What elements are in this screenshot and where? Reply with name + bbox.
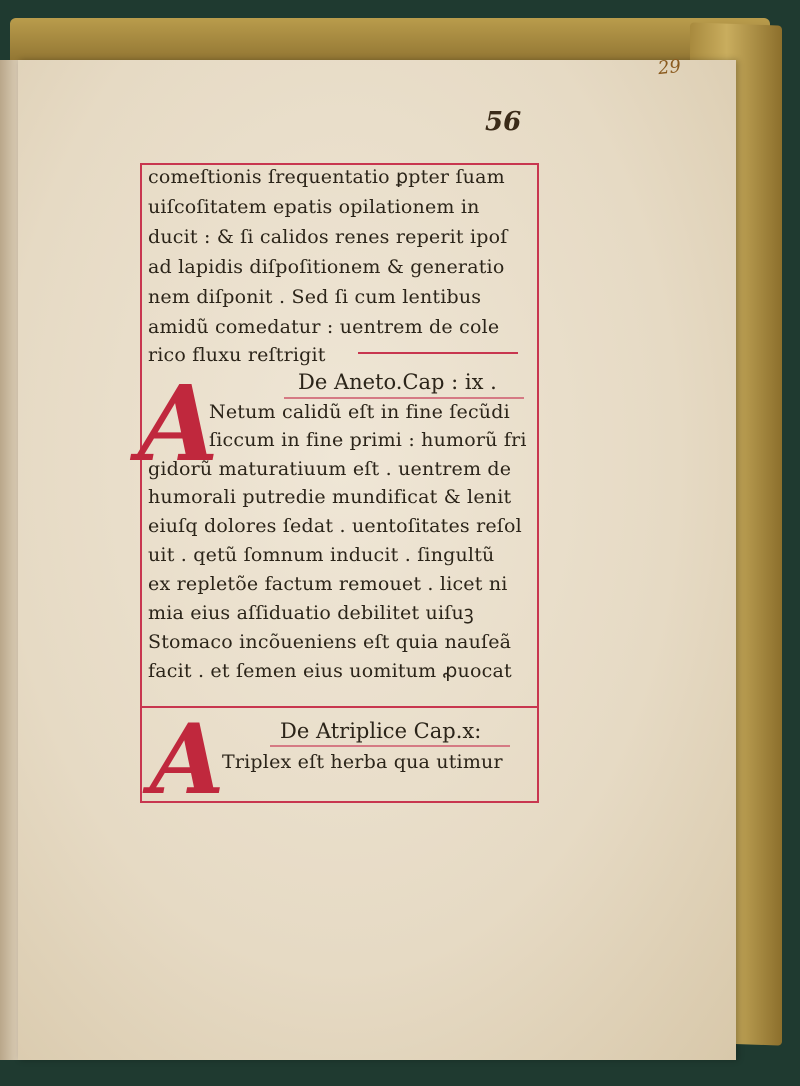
text-line: ducit : & ſi calidos renes reperit ipoſ [148, 226, 508, 248]
text-line: Triplex eſt herba qua utimur [222, 751, 503, 773]
text-line: ex repletõe factum remouet . licet ni [148, 573, 508, 595]
text-line: Netum calidũ eſt in fine ſecũdi [209, 401, 510, 423]
text-line: amidũ comedatur : uentrem de cole [148, 316, 500, 338]
text-line: comeſtionis ſrequentatio ꝑpter ſuam [148, 166, 505, 188]
text-line: ad lapidis diſpoſitionem & generatio [148, 256, 505, 278]
text-line: Stomaco incõueniens eſt quia nauſeã [148, 631, 512, 653]
line-filler-rule [358, 352, 518, 354]
text-line: nem diſponit . Sed ſi cum lentibus [148, 286, 482, 308]
chapter-heading: De Atriplice Cap.x: [280, 719, 482, 743]
text-line: humorali putredie mundificat & lenit [148, 486, 512, 508]
text-line: uiſcoſitatem epatis opilationem in [148, 196, 480, 218]
text-line: ſiccum in fine primi : humorũ fri [209, 429, 527, 451]
page-number: 56 [485, 107, 522, 137]
folio-number: 29 [656, 55, 682, 80]
text-line: rico fluxu reſtrigit [148, 344, 326, 366]
decorated-initial: A [150, 703, 225, 816]
text-line: mia eius aſſiduatio debilitet uiſuꝫ [148, 602, 474, 624]
text-line: gidorũ maturatiuum eſt . uentrem de [148, 458, 512, 480]
chapter-heading: De Aneto.Cap : ix . [298, 370, 497, 394]
text-line: facit . et ſemen eius uomitum ꝓuocat [148, 660, 512, 682]
text-line: eiuſq dolores ſedat . uentoſitates reſol [148, 515, 522, 537]
text-line: uit . qetũ ſomnum inducit . ſingultũ [148, 544, 495, 566]
decorated-initial: A [138, 362, 219, 485]
